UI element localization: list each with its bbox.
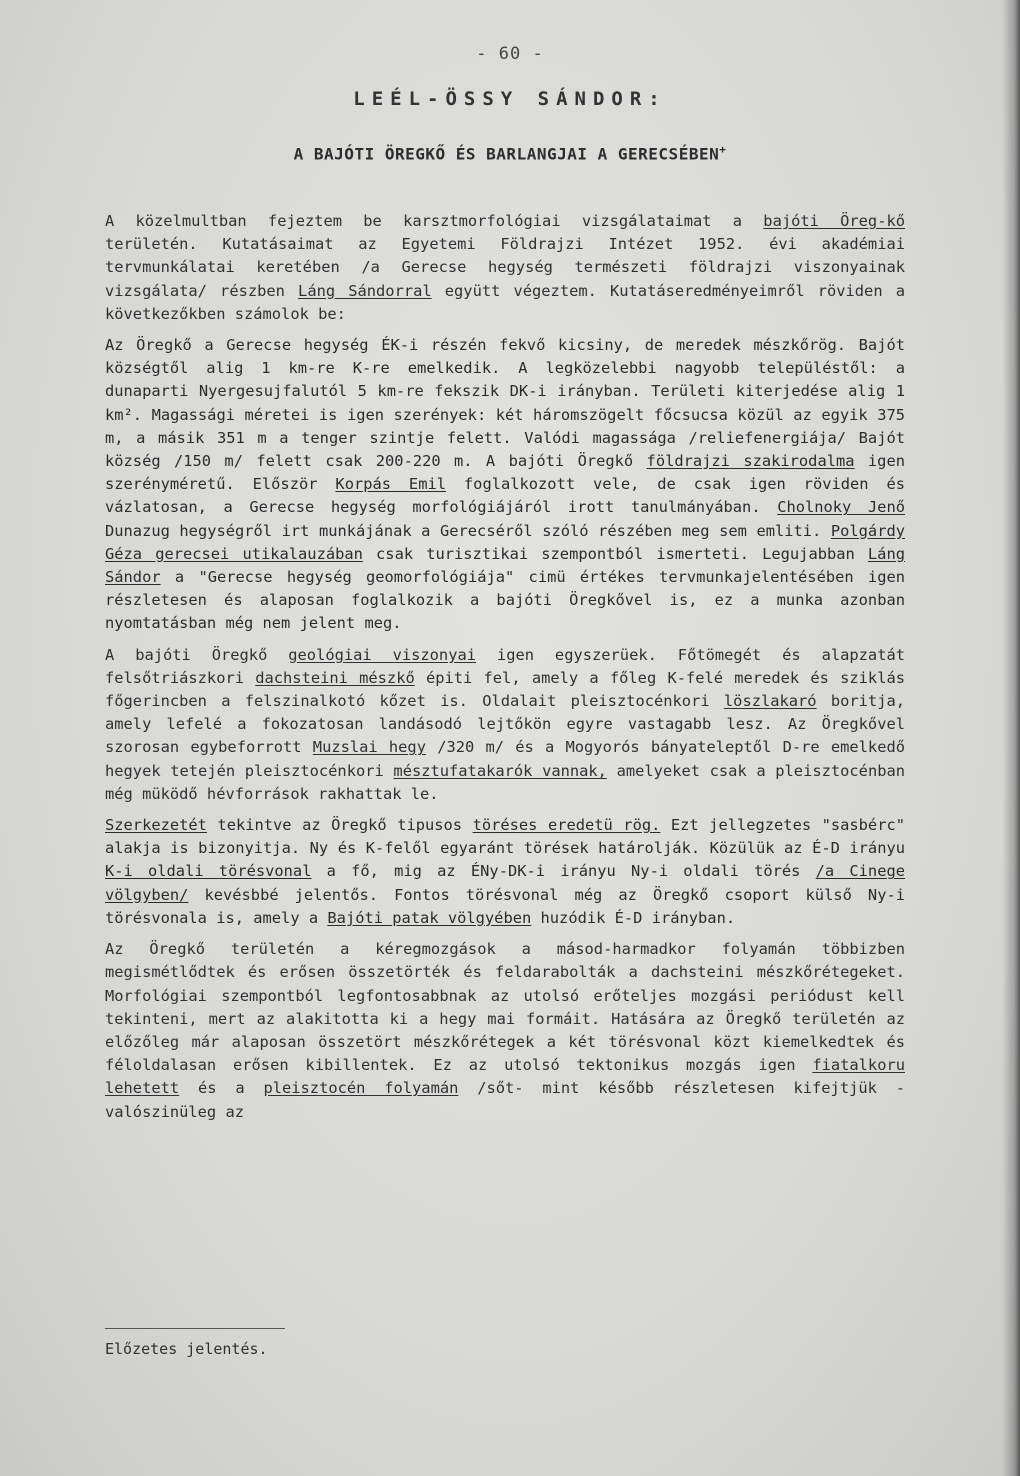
paragraph-text: A bajóti Öregkő (105, 645, 289, 664)
underlined-text: földrajzi szakirodalma (646, 452, 855, 471)
paragraph-text: A közelmultban fejeztem be karsztmorfológiai vizsgálataimat a (105, 212, 764, 230)
underlined-text: löszlakaró (723, 692, 817, 711)
underlined-text: fiatalkoru lehetett (105, 1056, 905, 1098)
underlined-text: töréses eredetü rög. (472, 816, 661, 835)
footnote-divider (105, 1328, 285, 1329)
paragraph-text: együtt végeztem. Kutatáseredményeimről röviden a következőkben számolok be: (105, 281, 905, 323)
paragraph-text: igen szerényméretű. Először (105, 452, 905, 494)
paragraph-text: Ezt jellegzetes "sasbérc" alakja is bizonyitja. Ny és K-felől egyaránt törések határolják. Közülük az É-D irányu (105, 816, 905, 858)
author-name: LEÉL-ÖSSY SÁNDOR: (353, 88, 667, 110)
paragraph-text: és a (179, 1079, 264, 1098)
underlined-text: geológiai viszonyai (288, 645, 476, 664)
underlined-text: K-i oldali törésvonal (105, 862, 312, 881)
underlined-text: bajóti Öreg-kő (763, 212, 905, 230)
footnote-text: Előzetes jelentés. (105, 1340, 268, 1358)
paragraph-text: Dunazug hegységről irt munkájának a Gerecséről szóló részében meg sem emliti. (105, 521, 831, 540)
paragraph (105, 938, 905, 1124)
underlined-text: Láng Sándorral (298, 281, 432, 300)
underlined-text: Korpás Emil (335, 475, 446, 494)
article-body (105, 210, 905, 1132)
paragraph (105, 210, 905, 326)
paragraph-text: kevésbbé jelentős. Fontos törésvonal még az Öregkő csoport külső Ny-i törésvonala is, amely a (105, 885, 905, 927)
underlined-text: Cholnoky Jenő (777, 498, 905, 517)
page-edge-shadow (1002, 0, 1020, 1476)
page-number: - 60 - (476, 44, 544, 64)
paragraph-text: tekintve az Öregkő tipusos (206, 816, 473, 835)
paragraph (105, 334, 905, 636)
underlined-text: Szerkezetét (105, 816, 207, 835)
paragraph (105, 644, 905, 806)
paragraph-text: amelyeket csak a pleisztocénban még müködő hévforrások rakhattak le. (105, 761, 906, 803)
paragraph-text: területén. Kutatásaimat az Egyetemi Földrajzi Intézet 1952. évi akadémiai tervmunkálatai keretében /a Gerecse hegység természeti földrajzi viszonyainak vizsgálata/ részben (105, 235, 905, 300)
paragraph-text: épiti fel, amely a főleg K-felé meredek és sziklás főgerincben a felszinalkotó kőzet is. Oldalait pleisztocénkori (105, 668, 905, 711)
paragraph-text: csak turisztikai szempontból ismerteti. Legujabban (362, 544, 868, 563)
underlined-text: dachsteini mészkő (255, 668, 415, 687)
underlined-text: Láng Sándor (105, 544, 905, 587)
paragraph-text: Az Öregkő a Gerecse hegység ÉK-i részén fekvő kicsiny, de meredek mészkőrög. Bajót községtől alig 1 km-re K-re emelkedik. A legközelebbi nagyobb településtől: a dunaparti Nyergesujfalutól 5 km-re fekszik DK-i irányban. Területi kiterjedése alig 1 km². Magassági méretei is igen szerények: két háromszögelt főcsucsa közül az egyik 375 m, a másik 351 m a tenger szintje felett. Valódi magassága /reliefenergiája/ Bajót község /150 m/ felett csak 200-220 m. A bajóti Öregkő (105, 336, 905, 471)
footnote-marker: + (719, 143, 727, 156)
paragraph-text: a "Gerecse hegység geomorfológiája" cimü értékes tervmunkajelentésében igen részletesen és alaposan foglalkozik a bajóti Öregkővel is, ez a munka azonban nyomtatásban még nem jelent meg. (105, 568, 905, 633)
underlined-text: Polgárdy Géza gerecsei utikalauzában (105, 521, 905, 563)
paragraph-text: huzódik É-D irányban. (531, 908, 736, 927)
paragraph-text: /sőt- mint később részletesen kifejtjük - valószinüleg az (105, 1079, 905, 1121)
underlined-text: /a Cinege völgyben/ (105, 862, 905, 904)
paragraph-text: a fő, mig az ÉNy-DK-i irányu Ny-i oldali törés (311, 862, 816, 881)
underlined-text: pleisztocén folyamán (263, 1079, 459, 1098)
article-title-text: A BAJÓTI ÖREGKŐ ÉS BARLANGJAI A GERECSÉBEN (293, 144, 720, 164)
paragraph-text: /320 m/ és a Mogyorós bányateleptől D-re emelkedő hegyek tetején pleisztocénkori (105, 738, 905, 780)
article-title (0, 143, 1020, 163)
underlined-text: mésztufatakarók vannak, (393, 761, 607, 780)
paragraph (105, 814, 905, 930)
paragraph-text: igen egyszerüek. Főtömegét és alapzatát felsőtriászkori (105, 645, 905, 687)
paragraph-text: boritja, amely lefelé a fokozatosan landásodó lejtőkön egyre vastagabb lesz. Az Öregkővel szorosan egybeforrott (105, 692, 905, 757)
underlined-text: Bajóti patak völgyében (327, 908, 532, 927)
paragraph-text: foglalkozott vele, de csak igen röviden és vázlatosan, a Gerecse hegység morfológiájáról irott tanulmányában. (105, 475, 905, 517)
paragraph-text: Az Öregkő területén a kéregmozgások a másod-harmadkor folyamán többizben megismétlődtek és erősen összetörték és feldarabolták a dachsteini mészkőrétegeket. Morfológiai szempontból legfontosabbnak az utolsó erőteljes mozgási periódust kell tekinteni, mert az alakitotta ki a hegy mai formáit. Hatására az Öregkő területén az előzőleg már alaposan összetört mészkőrétegek a két törésvonal közt kiemelkedtek és féloldalasan erősen kibillentek. Ez az utolsó tektonikus mozgás igen (105, 940, 905, 1075)
underlined-text: Muzslai hegy (312, 738, 426, 757)
